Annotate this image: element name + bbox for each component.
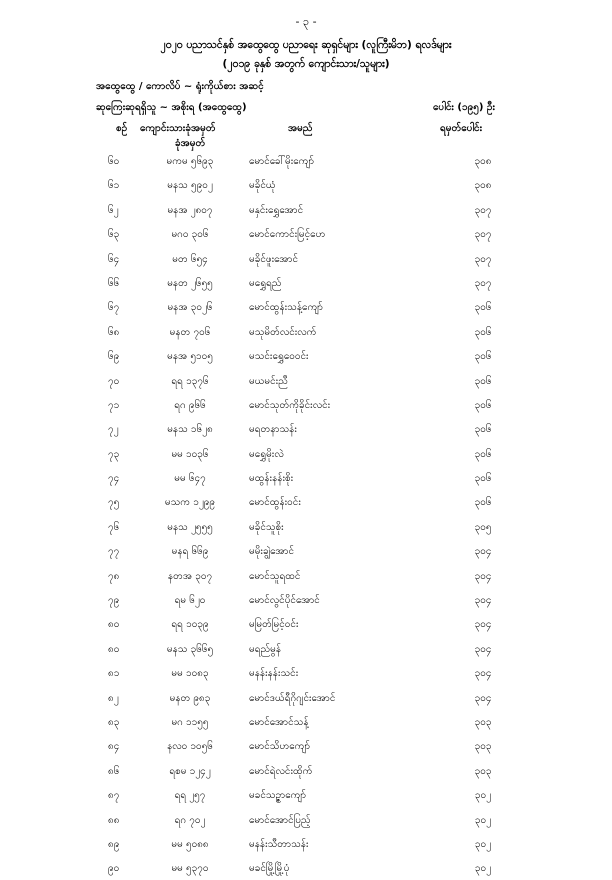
table-row [0,246,612,270]
row-number: ၇၉ [108,595,120,607]
subject-line: အထွေထွေ / ကောလိပ် ~ ရုံးကိုယ်စား အဆင့် [96,81,264,92]
table-row [0,660,612,684]
row-number: ၈၁ [108,668,120,680]
row-number: ၇၃ [108,448,120,460]
student-name: မရတနာသန်း [249,424,297,436]
roll-number: မမ ၅၀၈၈ [171,838,209,850]
roll-number: မနသ ၁၆၂၈ [167,424,213,436]
student-name: မောင်ထွန်းသန့်ကျော် [249,302,323,314]
total-marks: ၃၀၆ [474,302,492,314]
total-marks: ၃၀၆ [474,326,492,338]
table-row [0,636,612,660]
total-marks: ၃၀၂ [474,863,492,875]
table-row [0,611,612,635]
roll-number: ရဂ ၇၀၂ [174,814,206,826]
student-name: မောင်ထွန်းဝင်း [249,497,301,509]
student-name: မောင်ဒယ်ရီဂိုဂျင်းအောင် [249,692,336,704]
table-row [0,709,612,733]
roll-number: ရရ ၁၃၇၆ [171,375,209,387]
row-number: ၈၀ [108,643,120,655]
table-row [0,465,612,489]
student-name: မရည်မွန် [249,643,282,655]
student-name: မောင်ရဲလင်းထိုက် [249,765,313,777]
roll-number: မနတ ၂၆၅၅ [167,277,213,289]
total-marks: ၃၀၆ [474,351,492,363]
table-row [0,343,612,367]
table-row [0,538,612,562]
table-row [0,685,612,709]
header-roll-sub: ခုံအမှတ် [175,138,206,149]
header-no: စဉ် [116,123,128,134]
total-marks: ၃၀၈ [474,180,492,192]
total-marks: ၃၀၃ [474,716,492,728]
student-name: မနန်းနန်းသင်း [249,668,299,680]
roll-number: မနသ ၃၆၆၅ [166,643,214,655]
header-marks: ရမှတ်ပေါင်း [440,123,483,134]
row-number: ၈၆ [108,765,120,777]
table-row [0,782,612,806]
table-row [0,831,612,855]
total-marks: ၃၀၆ [474,399,492,411]
roll-number: မနရ ၆၆၉ [171,546,209,558]
total-marks: ၃၀၄ [474,619,492,631]
roll-number: နတအ ၃၀၇ [167,570,213,582]
student-name: မခိုင်ယုံ [249,180,276,192]
results-list [0,148,612,880]
total-marks: ၃၀၇ [474,204,492,216]
roll-number: မမ ၁၀၈၃ [171,668,209,680]
student-name: မောင်သူရထင် [249,570,301,582]
total-marks: ၃၀၂ [474,814,492,826]
student-name: မနန်းသီတာသန်း [249,838,309,850]
total-marks: ၃၀၈ [474,156,492,167]
student-name: မောင်ကောင်းမြင့်ဟေ [249,229,326,241]
table-row [0,563,612,587]
roll-number: မတ ၆၅၄ [172,253,208,265]
student-name: မောင်ခေါ်မိုးကျော် [249,156,315,167]
total-marks: ၃၀၄ [474,546,492,558]
student-name: မနှင်းရွှေအောင် [249,204,304,216]
student-name: မောင်အောင်သန့် [249,716,309,728]
student-name: မသုမိတ်လင်းလက် [249,326,317,338]
row-number: ၇၄ [108,473,120,485]
student-name: မရွှေမိုးလဲ [249,448,284,460]
row-number: ၇၁ [108,399,120,411]
total-marks: ၃၀၄ [474,595,492,607]
document-title: ၂၀၂၀ ပညာသင်နှစ် အထွေထွေ ပညာရေး ဆုရှင်များ (လူကြီးမိဘ) ရလဒ်များ [160,39,452,51]
row-number: ၈၇ [108,790,120,802]
total-marks: ၃၀၆ [474,497,492,509]
total-marks: ၃၀၃ [474,741,492,753]
student-name: မမိုးချွဲအောင် [249,546,295,558]
row-number: ၇၆ [108,521,120,533]
row-number: ၆၀ [108,156,120,167]
student-name: မခိုင်ဖူးအောင် [249,253,299,265]
row-number: ၆၄ [108,253,120,265]
total-marks: ၃၀၄ [474,570,492,582]
roll-number: မနတ ၉၈၃ [169,692,211,704]
roll-number: ရရ ၂၅၇ [174,790,206,802]
row-number: ၈၃ [108,716,120,728]
student-name: မသင်းရွှေဝေဝင်း [249,351,309,363]
roll-number: မဂ ၁၁၅၅ [171,716,209,728]
row-number: ၈၀ [108,619,120,631]
student-name: မခိုင်သူစိုး [249,521,284,533]
roll-number: မနအ ၂၈၀၇ [167,204,213,216]
row-number: ၆၁ [108,180,120,192]
table-row [0,294,612,318]
total-marks: ၃၀၄ [474,692,492,704]
row-number: ၈၉ [108,838,120,850]
student-name: မရွှေရည် [249,277,282,289]
roll-number: မနအ ၅၁၀၅ [167,351,213,363]
row-number: ၆၇ [108,302,120,314]
row-number: ၉၀ [108,863,120,875]
roll-number: မမ ၅၃၇၀ [171,863,209,875]
row-number: ၇၅ [108,497,120,509]
student-name: မခင်သဉ္ဇာကျော် [249,790,307,802]
table-row [0,733,612,757]
roll-number: ရစမ ၁၂၄၂ [169,765,211,777]
student-name: မမြတ်မြင့်ဝင်း [249,619,299,631]
roll-number: ရရ ၁၀၃၉ [171,619,209,631]
roll-number: မသက ၁၂၉၉ [164,497,216,509]
total-marks: ၃၀၆ [474,473,492,485]
row-number: ၆၃ [108,229,120,241]
document-subtitle: (၂၀၁၉ ခုနှစ် အတွက် ကျောင်းသား/သူများ) [222,58,390,70]
row-number: ၆၆ [108,277,120,289]
row-number: ၇၀ [108,375,120,387]
total-marks: ၃၀၆ [474,424,492,436]
student-name: မောင်အောင်ပြည့် [249,814,311,826]
total-marks: ၃၀၂ [474,838,492,850]
total-marks: ၃၀၄ [474,643,492,655]
student-name: မောင်သုတ်ကိုခိုင်းလင်း [249,399,331,411]
row-number: ၆၂ [108,204,119,216]
row-number: ၇၈ [108,570,120,582]
total-marks: ၃၀၇ [474,253,492,265]
roll-number: မဂဝ ၃၀၆ [171,229,209,241]
row-number: ၇၂ [108,424,119,436]
student-name: မောင်လွင်ပိုင်အောင် [249,595,320,607]
roll-number: မနအ ၃၀၂၆ [167,302,213,314]
table-row [0,587,612,611]
row-number: ၈၈ [108,814,120,826]
roll-number: မနသ ၂၅၅၅ [167,521,213,533]
header-name: အမည် [288,123,313,134]
total-marks: ၃၀၆ [474,448,492,460]
student-name: မထွန်းနန်းစိုး [249,473,294,485]
table-row [0,489,612,513]
total-marks: ၃၀၄ [474,668,492,680]
table-row [0,319,612,343]
total-marks: ၃၀၆ [474,375,492,387]
total-marks: ၃၀၅ [474,521,492,533]
table-row [0,416,612,440]
header-roll: ကျောင်းသားခုံအမှတ် [140,123,216,134]
table-row [0,392,612,416]
row-number: ၆၉ [108,351,120,363]
total-marks: ၃၀၃ [474,765,492,777]
table-row [0,368,612,392]
table-row [0,172,612,196]
table-row [0,855,612,879]
roll-number: မနသ ၅၉၀၂ [167,180,213,192]
row-number: ၇၇ [108,546,120,558]
table-row [0,758,612,782]
total-marks: ၃၀၂ [474,790,492,802]
table-row [0,197,612,221]
table-row [0,270,612,294]
total-marks: ၃၀၇ [474,277,492,289]
total-marks: ၃၀၇ [474,229,492,241]
row-number: ၈၄ [108,741,120,753]
row-number: ၈၂ [108,692,119,704]
roll-number: ရမ ၆၂၀ [174,595,206,607]
roll-number: မနတ ၇၀၆ [169,326,211,338]
roll-number: နလဝ ၁၀၅၆ [167,741,213,753]
table-row [0,148,612,172]
table-row [0,441,612,465]
student-name: မခင်မြို့မြို့ပုံ [249,863,290,875]
roll-number: မမ ၁၀၃၆ [171,448,209,460]
total-count: ပေါင်း (၁၉၅) ဦး [433,102,496,113]
row-number: ၆၈ [108,326,120,338]
table-row [0,807,612,831]
roll-number: မကမ ၅၆၉၃ [166,156,214,167]
student-name: မယမင်းညီ [249,375,288,387]
table-row [0,221,612,245]
category-line: ဆုကြေးဆုရရှိသူ ~ အစိုးရ (အထွေထွေ) [96,102,247,113]
roll-number: မမ ၆၄၇ [174,473,206,485]
student-name: မောင်သိဟကျော် [249,741,311,753]
page-number: - ၃ - [295,15,317,28]
table-row [0,514,612,538]
roll-number: ရဂ ၉၆၆ [174,399,206,411]
